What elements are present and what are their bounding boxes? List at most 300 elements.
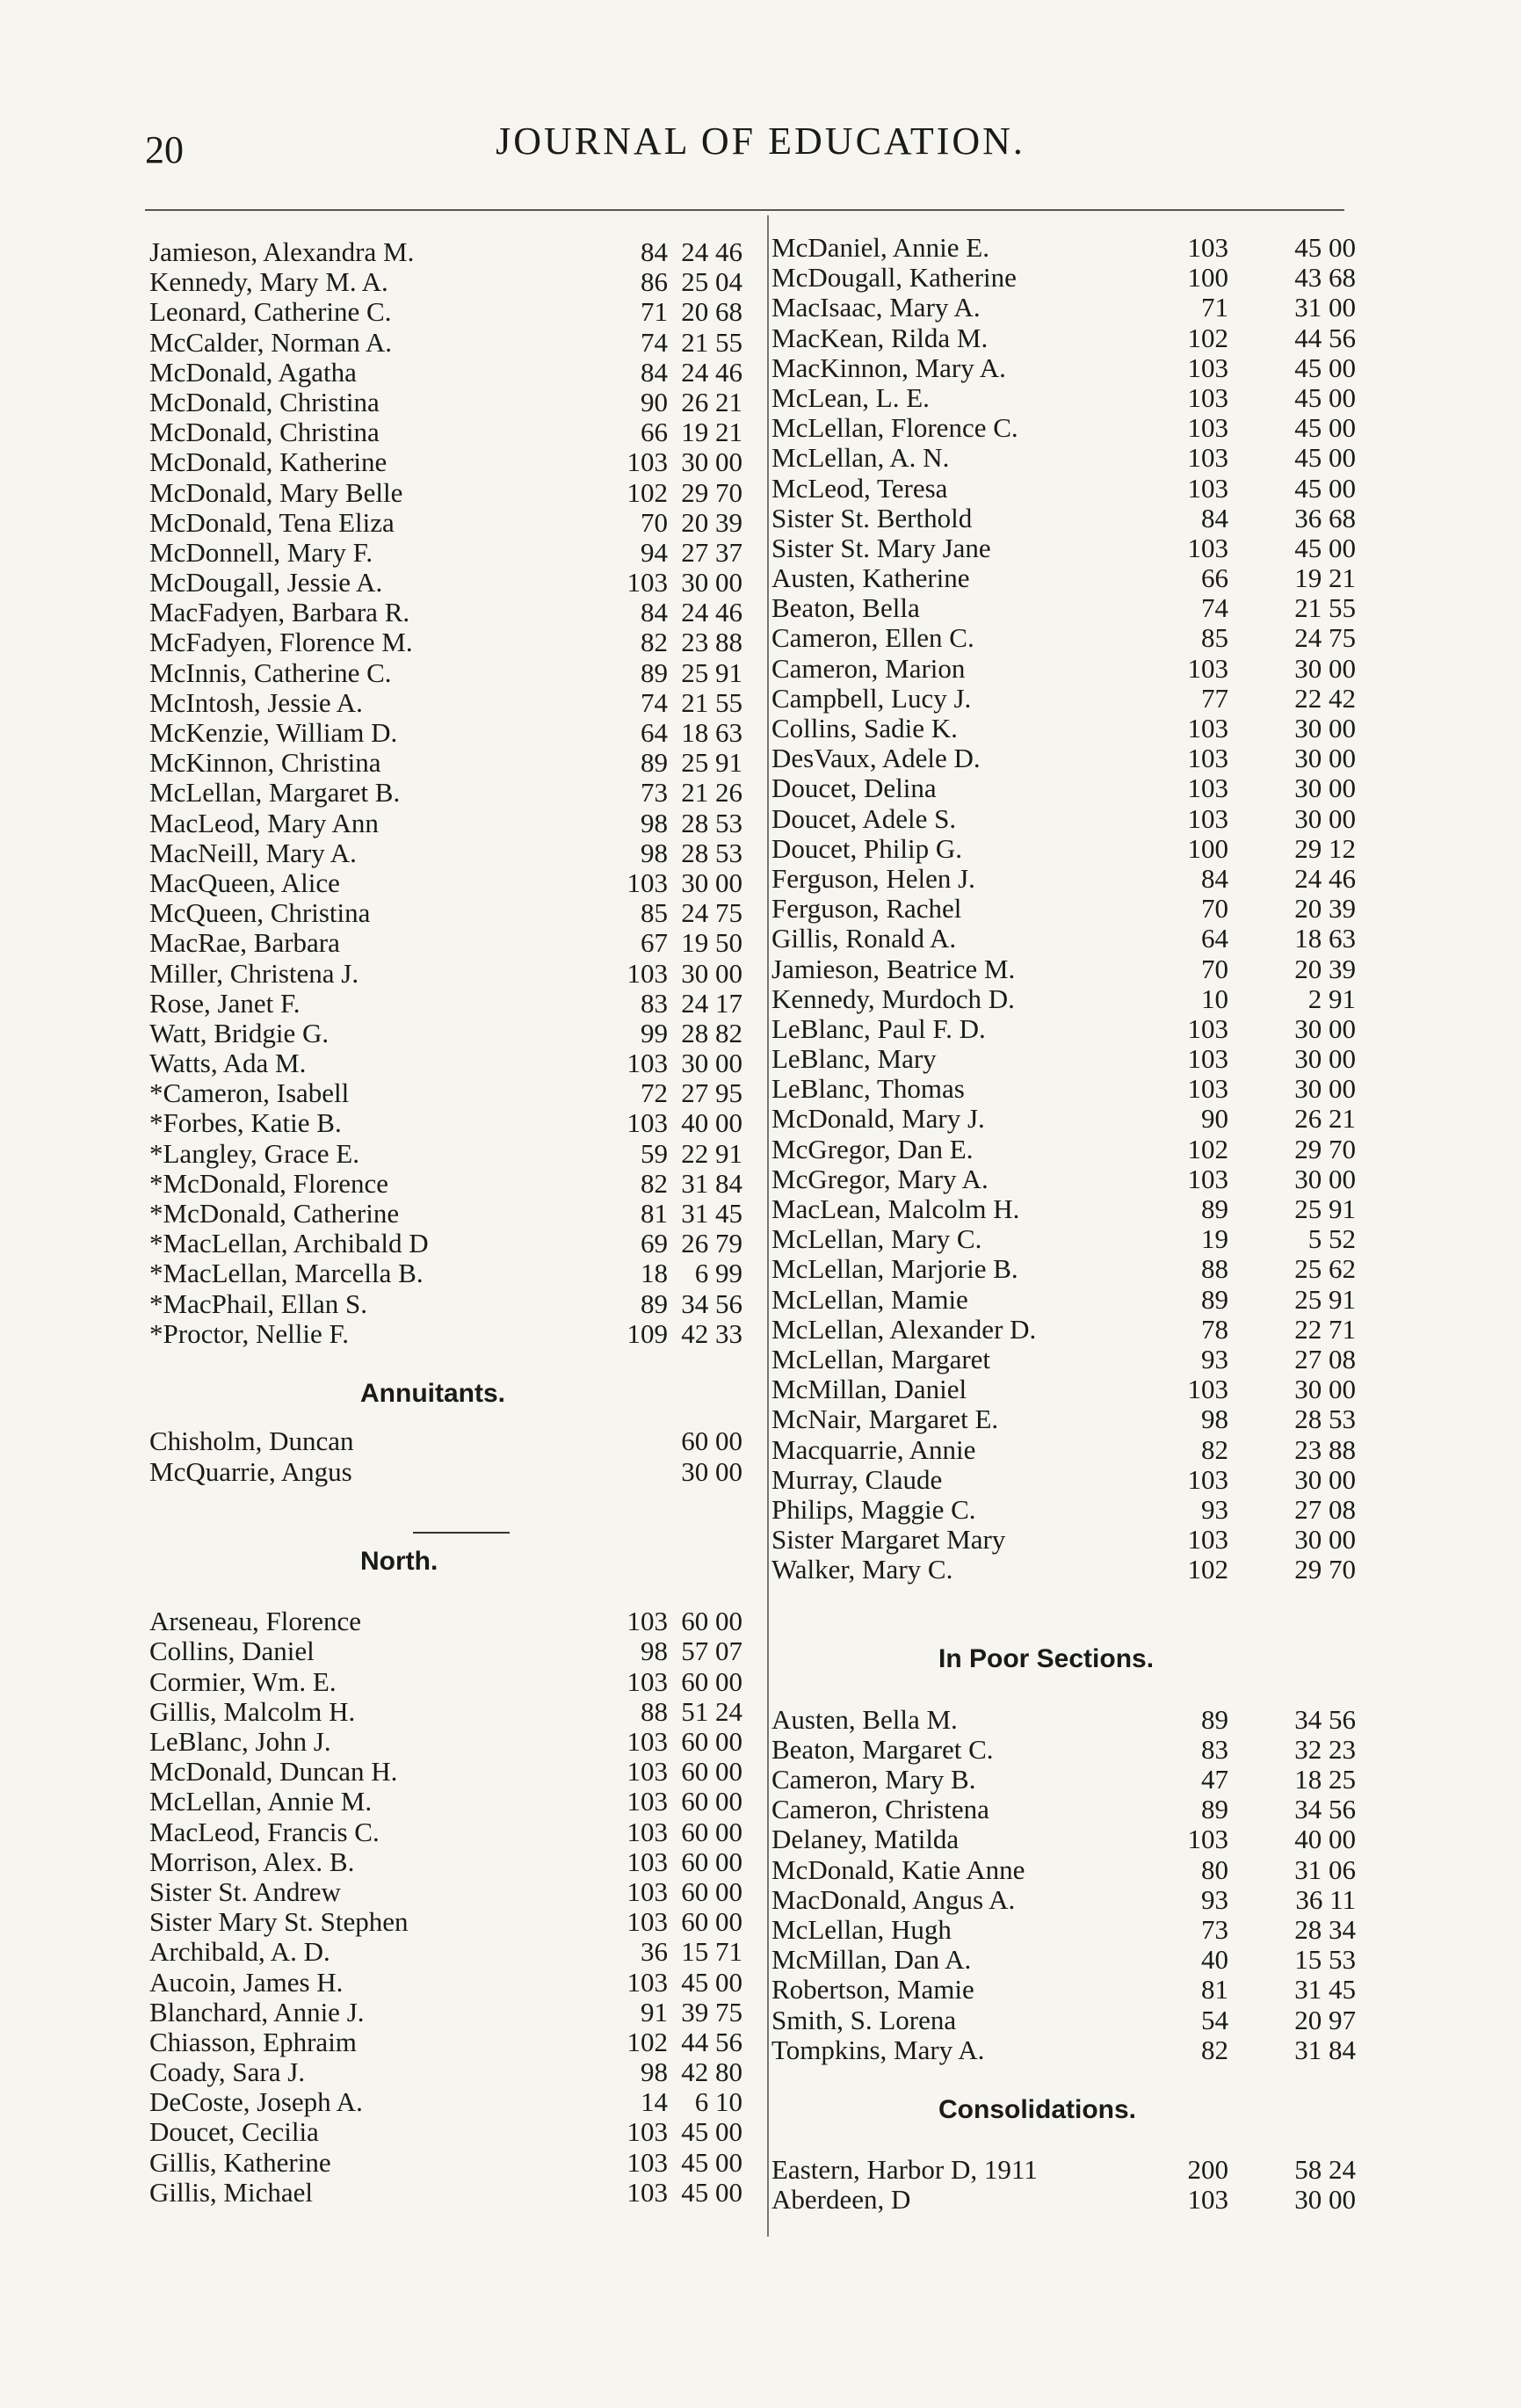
months-taught: 98 xyxy=(1201,1403,1228,1435)
grant-amount: 42 80 xyxy=(681,2056,742,2088)
teacher-name: Watts, Ada M. xyxy=(149,1048,307,1079)
grant-amount: 30 00 xyxy=(681,957,742,989)
grant-amount: 19 50 xyxy=(681,927,742,959)
months-taught: 70 xyxy=(1201,953,1228,984)
teacher-name: Gillis, Ronald A. xyxy=(771,923,957,954)
grant-amount: 30 00 xyxy=(1294,652,1356,684)
months-taught: 103 xyxy=(627,1786,668,1817)
months-taught: 86 xyxy=(641,266,668,298)
grant-amount: 45 00 xyxy=(1294,442,1356,474)
grant-amount: 30 00 xyxy=(1294,1374,1356,1405)
list-item xyxy=(149,2057,747,2087)
teacher-name: McDonald, Mary Belle xyxy=(149,476,403,508)
grant-amount: 23 88 xyxy=(681,627,742,658)
months-taught: 77 xyxy=(1201,682,1228,714)
grant-amount: 29 70 xyxy=(1294,1133,1356,1164)
teacher-name: Jamieson, Alexandra M. xyxy=(149,236,415,267)
list-item xyxy=(771,1285,1369,1315)
list-item xyxy=(149,1817,747,1847)
months-taught: 94 xyxy=(641,536,668,568)
months-taught: 83 xyxy=(641,987,668,1019)
grant-amount: 58 24 xyxy=(1294,2154,1356,2186)
section-rule xyxy=(149,1517,747,1547)
months-taught: 103 xyxy=(627,2116,668,2148)
months-taught: 83 xyxy=(1201,1733,1228,1765)
grant-amount: 27 37 xyxy=(681,536,742,568)
list-item xyxy=(149,688,747,718)
list-item xyxy=(771,1194,1369,1224)
months-taught: 103 xyxy=(1187,1043,1228,1075)
list-item xyxy=(149,1968,747,1998)
teacher-name: Walker, Mary C. xyxy=(771,1554,953,1585)
annuitants-list xyxy=(149,1426,747,1486)
grant-amount: 34 56 xyxy=(681,1287,742,1319)
list-item xyxy=(771,954,1369,984)
months-taught: 82 xyxy=(641,627,668,658)
months-taught: 71 xyxy=(1201,292,1228,323)
teacher-name: Miller, Christena J. xyxy=(149,957,359,989)
teacher-name: McFadyen, Florence M. xyxy=(149,627,413,658)
teacher-name: MacKinnon, Mary A. xyxy=(771,352,1006,383)
grant-amount: 34 56 xyxy=(1294,1794,1356,1825)
teacher-name: *Langley, Grace E. xyxy=(149,1137,359,1169)
teacher-name: McQueen, Christina xyxy=(149,897,371,929)
list-item xyxy=(149,1877,747,1907)
months-taught: 69 xyxy=(641,1228,668,1259)
teacher-name: Ferguson, Rachel xyxy=(771,893,962,925)
list-item xyxy=(149,1907,747,1937)
list-item xyxy=(771,1824,1369,1854)
months-taught: 103 xyxy=(1187,743,1228,774)
grant-amount: 20 39 xyxy=(1294,893,1356,925)
list-item xyxy=(771,1044,1369,1074)
list-item xyxy=(771,474,1369,504)
list-item xyxy=(149,1667,747,1697)
teacher-name: MacRae, Barbara xyxy=(149,927,340,959)
grant-amount: 18 25 xyxy=(1294,1764,1356,1795)
list-item xyxy=(149,2148,747,2178)
grant-amount: 20 39 xyxy=(1294,953,1356,984)
months-taught: 80 xyxy=(1201,1853,1228,1885)
grant-amount: 30 00 xyxy=(681,1455,742,1487)
teacher-name: *Forbes, Katie B. xyxy=(149,1107,342,1139)
grant-amount: 28 53 xyxy=(681,837,742,868)
list-item xyxy=(771,293,1369,323)
list-item xyxy=(149,1998,747,2027)
list-item xyxy=(771,233,1369,263)
grant-amount: 30 00 xyxy=(1294,1073,1356,1105)
teacher-name: McNair, Margaret E. xyxy=(771,1403,999,1435)
grant-amount: 30 00 xyxy=(1294,1524,1356,1556)
teacher-name: Watt, Bridgie G. xyxy=(149,1017,330,1048)
months-taught: 88 xyxy=(641,1695,668,1727)
north-heading: North. xyxy=(360,1547,438,1577)
teacher-name: MacQueen, Alice xyxy=(149,867,340,898)
list-item xyxy=(149,237,747,267)
list-item xyxy=(149,718,747,748)
teacher-name: Coady, Sara J. xyxy=(149,2056,306,2088)
months-taught: 109 xyxy=(627,1317,668,1349)
teacher-name: MacFadyen, Barbara R. xyxy=(149,597,410,628)
list-item xyxy=(771,353,1369,383)
list-item xyxy=(149,358,747,388)
list-item xyxy=(771,804,1369,834)
teacher-name: McDonald, Christina xyxy=(149,386,380,417)
months-taught: 103 xyxy=(627,1875,668,1907)
teacher-name: Kennedy, Mary M. A. xyxy=(149,266,388,298)
teacher-name: McDonald, Mary J. xyxy=(771,1103,985,1135)
list-item xyxy=(149,1078,747,1108)
months-taught: 74 xyxy=(641,686,668,718)
list-item xyxy=(771,1705,1369,1735)
teacher-name: *MacLellan, Marcella B. xyxy=(149,1258,424,1289)
teacher-name: Kennedy, Murdoch D. xyxy=(771,983,1015,1014)
months-taught: 103 xyxy=(1187,772,1228,804)
grant-amount: 18 63 xyxy=(1294,923,1356,954)
months-taught: 67 xyxy=(641,927,668,959)
months-taught: 103 xyxy=(627,2176,668,2208)
grant-amount: 25 04 xyxy=(681,266,742,298)
grant-amount: 60 00 xyxy=(681,1875,742,1907)
teacher-name: Macquarrie, Annie xyxy=(771,1433,976,1465)
months-taught: 103 xyxy=(627,567,668,598)
teacher-name: McInnis, Catherine C. xyxy=(149,656,392,688)
list-item xyxy=(771,1254,1369,1284)
grant-amount: 23 88 xyxy=(1294,1433,1356,1465)
months-taught: 103 xyxy=(627,1846,668,1877)
grant-amount: 24 46 xyxy=(681,597,742,628)
months-taught: 74 xyxy=(1201,592,1228,624)
teacher-name: MacLean, Malcolm H. xyxy=(771,1193,1020,1224)
teacher-name: Doucet, Delina xyxy=(771,772,937,804)
teacher-name: MacKean, Rilda M. xyxy=(771,322,989,353)
teacher-name: McDougall, Katherine xyxy=(771,262,1017,294)
grant-amount: 24 46 xyxy=(1294,862,1356,894)
grant-amount: 24 75 xyxy=(1294,622,1356,654)
teacher-name: McKinnon, Christina xyxy=(149,747,381,779)
months-taught: 103 xyxy=(1187,472,1228,504)
teacher-name: McLellan, Annie M. xyxy=(149,1786,373,1817)
list-item xyxy=(771,1374,1369,1404)
months-taught: 10 xyxy=(1201,983,1228,1014)
months-taught: 100 xyxy=(1187,832,1228,864)
teacher-name: Archibald, A. D. xyxy=(149,1936,330,1968)
teacher-name: Delaney, Matilda xyxy=(771,1824,960,1855)
list-item xyxy=(149,1289,747,1319)
list-item xyxy=(149,568,747,598)
months-taught: 102 xyxy=(1187,1133,1228,1164)
list-item xyxy=(771,1945,1369,1975)
teacher-name: Sister St. Mary Jane xyxy=(771,532,991,563)
months-taught: 82 xyxy=(641,1167,668,1199)
teacher-name: LeBlanc, Thomas xyxy=(771,1073,965,1105)
list-item xyxy=(149,1457,747,1487)
list-item xyxy=(149,1319,747,1349)
teacher-name: McDonald, Tena Eliza xyxy=(149,506,395,538)
teacher-name: *MacLellan, Archibald D xyxy=(149,1228,429,1259)
list-item xyxy=(149,1697,747,1727)
list-item xyxy=(771,773,1369,803)
months-taught: 200 xyxy=(1187,2154,1228,2186)
months-taught: 102 xyxy=(627,476,668,508)
months-taught: 70 xyxy=(641,506,668,538)
list-item xyxy=(149,2178,747,2208)
months-taught: 73 xyxy=(641,777,668,809)
teacher-name: Sister St. Andrew xyxy=(149,1875,341,1907)
teacher-name: Chiasson, Ephraim xyxy=(149,2026,357,2057)
grant-amount: 60 00 xyxy=(681,1726,742,1757)
months-taught: 73 xyxy=(1201,1913,1228,1945)
grant-amount: 29 12 xyxy=(1294,832,1356,864)
months-taught: 81 xyxy=(641,1198,668,1229)
grant-amount: 26 21 xyxy=(1294,1103,1356,1135)
list-item xyxy=(149,478,747,508)
consolidations-list xyxy=(771,2155,1369,2215)
teacher-name: MacDonald, Angus A. xyxy=(771,1883,1016,1915)
months-taught: 88 xyxy=(1201,1253,1228,1285)
grant-amount: 20 39 xyxy=(681,506,742,538)
teacher-name: McMillan, Daniel xyxy=(771,1374,967,1405)
list-item xyxy=(149,328,747,358)
teacher-name: McGregor, Mary A. xyxy=(771,1163,989,1194)
teacher-name: Collins, Daniel xyxy=(149,1636,315,1667)
teacher-name: Cameron, Christena xyxy=(771,1794,989,1825)
months-taught: 89 xyxy=(1201,1703,1228,1735)
months-taught: 98 xyxy=(641,1636,668,1667)
left-column xyxy=(149,237,747,2208)
months-taught: 103 xyxy=(1187,1073,1228,1105)
months-taught: 64 xyxy=(641,717,668,748)
grant-amount: 31 84 xyxy=(1294,2034,1356,2065)
list-item xyxy=(149,538,747,568)
grant-amount: 45 00 xyxy=(681,2146,742,2178)
teacher-name: Cormier, Wm. E. xyxy=(149,1665,337,1697)
teacher-name: MacLeod, Mary Ann xyxy=(149,807,379,838)
grant-amount: 45 00 xyxy=(1294,232,1356,263)
months-taught: 19 xyxy=(1201,1223,1228,1255)
months-taught: 102 xyxy=(1187,322,1228,353)
grant-amount: 30 00 xyxy=(681,567,742,598)
grant-amount: 29 70 xyxy=(1294,1554,1356,1585)
list-item xyxy=(771,1855,1369,1885)
teacher-name: Doucet, Cecilia xyxy=(149,2116,319,2148)
teacher-name: Leonard, Catherine C. xyxy=(149,296,392,328)
months-taught: 84 xyxy=(641,356,668,388)
teacher-name: McCalder, Norman A. xyxy=(149,326,392,358)
months-taught: 103 xyxy=(1187,802,1228,834)
list-item xyxy=(771,443,1369,473)
months-taught: 89 xyxy=(1201,1794,1228,1825)
grant-amount: 21 26 xyxy=(681,777,742,809)
list-item xyxy=(149,388,747,417)
grant-amount: 40 00 xyxy=(1294,1824,1356,1855)
teacher-name: McLellan, A. N. xyxy=(771,442,950,474)
months-taught: 93 xyxy=(1201,1493,1228,1525)
teacher-name: Robertson, Mamie xyxy=(771,1974,974,2005)
grant-amount: 27 95 xyxy=(681,1077,742,1109)
grant-amount: 6 10 xyxy=(694,2086,742,2118)
list-item xyxy=(149,1199,747,1229)
list-item xyxy=(149,778,747,808)
list-item xyxy=(149,1607,747,1636)
list-item xyxy=(149,1229,747,1258)
list-item xyxy=(149,1757,747,1787)
months-taught: 36 xyxy=(641,1936,668,1968)
list-item xyxy=(771,924,1369,954)
months-taught: 78 xyxy=(1201,1313,1228,1345)
teacher-name: McDaniel, Annie E. xyxy=(771,232,989,263)
list-item xyxy=(771,593,1369,623)
months-taught: 103 xyxy=(627,1606,668,1637)
months-taught: 14 xyxy=(641,2086,668,2118)
months-taught: 54 xyxy=(1201,2004,1228,2035)
teacher-name: McLellan, Margaret B. xyxy=(149,777,401,809)
months-taught: 103 xyxy=(1187,652,1228,684)
months-taught: 71 xyxy=(641,296,668,328)
months-taught: 98 xyxy=(641,837,668,868)
grant-amount: 30 00 xyxy=(681,1048,742,1079)
grant-amount: 29 70 xyxy=(681,476,742,508)
months-taught: 103 xyxy=(627,867,668,898)
months-taught: 103 xyxy=(1187,1163,1228,1194)
grant-amount: 45 00 xyxy=(1294,352,1356,383)
list-item xyxy=(149,2117,747,2147)
list-item xyxy=(771,1345,1369,1374)
grant-amount: 45 00 xyxy=(681,2176,742,2208)
teacher-name: *Cameron, Isabell xyxy=(149,1077,350,1109)
teacher-name: Gillis, Malcolm H. xyxy=(149,1695,356,1727)
months-taught: 93 xyxy=(1201,1343,1228,1374)
teacher-name: Collins, Sadie K. xyxy=(771,713,958,743)
grant-amount: 39 75 xyxy=(681,1996,742,2027)
grant-amount: 30 00 xyxy=(1294,1163,1356,1194)
annuitants-heading: Annuitants. xyxy=(360,1379,505,1409)
grant-amount: 21 55 xyxy=(1294,592,1356,624)
teacher-name: McKenzie, William D. xyxy=(149,717,398,748)
list-item xyxy=(771,1465,1369,1495)
grant-amount: 26 21 xyxy=(681,386,742,417)
teacher-name: McQuarrie, Angus xyxy=(149,1455,352,1487)
months-taught: 103 xyxy=(627,1107,668,1139)
teacher-name: McDonald, Duncan H. xyxy=(149,1756,398,1788)
teacher-name: McLellan, Florence C. xyxy=(771,412,1018,444)
months-taught: 59 xyxy=(641,1137,668,1169)
grant-amount: 2 91 xyxy=(1307,983,1356,1014)
list-item xyxy=(771,323,1369,353)
list-item xyxy=(149,898,747,928)
teacher-name: McDougall, Jessie A. xyxy=(149,567,383,598)
grant-amount: 30 00 xyxy=(1294,802,1356,834)
months-taught: 70 xyxy=(1201,893,1228,925)
list-item xyxy=(771,263,1369,293)
right-main-list xyxy=(771,233,1369,1585)
grant-amount: 19 21 xyxy=(1294,562,1356,594)
teacher-name: Tompkins, Mary A. xyxy=(771,2034,985,2065)
teacher-name: Beaton, Margaret C. xyxy=(771,1733,994,1765)
teacher-name: *McDonald, Catherine xyxy=(149,1198,400,1229)
months-taught: 47 xyxy=(1201,1764,1228,1795)
consolidations-heading: Consolidations. xyxy=(938,2095,1136,2125)
teacher-name: Doucet, Philip G. xyxy=(771,832,962,864)
months-taught: 103 xyxy=(627,1816,668,1847)
list-item xyxy=(149,1139,747,1169)
grant-amount: 20 68 xyxy=(681,296,742,328)
months-taught: 89 xyxy=(1201,1193,1228,1224)
teacher-name: Sister Mary St. Stephen xyxy=(149,1906,409,1938)
months-taught: 102 xyxy=(627,2026,668,2057)
grant-amount: 60 00 xyxy=(681,1665,742,1697)
list-item xyxy=(771,1404,1369,1434)
months-taught: 103 xyxy=(627,1966,668,1998)
months-taught: 84 xyxy=(641,236,668,267)
teacher-name: McMillan, Dan A. xyxy=(771,1944,972,1976)
grant-amount: 45 00 xyxy=(1294,412,1356,444)
list-item xyxy=(149,1847,747,1877)
months-taught: 103 xyxy=(627,1665,668,1697)
list-item xyxy=(771,894,1369,924)
months-taught: 103 xyxy=(627,2146,668,2178)
grant-amount: 19 21 xyxy=(681,417,742,448)
list-item xyxy=(771,2035,1369,2065)
list-item xyxy=(149,1426,747,1456)
poor-sections-list xyxy=(771,1705,1369,2065)
list-item xyxy=(771,1735,1369,1765)
months-taught: 103 xyxy=(1187,2184,1228,2216)
months-taught: 66 xyxy=(1201,562,1228,594)
list-item xyxy=(771,984,1369,1014)
teacher-name: McGregor, Dan E. xyxy=(771,1133,974,1164)
months-taught: 89 xyxy=(641,656,668,688)
teacher-name: Cameron, Mary B. xyxy=(771,1764,976,1795)
months-taught: 102 xyxy=(1187,1554,1228,1585)
teacher-name: LeBlanc, John J. xyxy=(149,1726,331,1757)
grant-amount: 27 08 xyxy=(1294,1343,1356,1374)
list-item xyxy=(771,383,1369,413)
months-taught: 81 xyxy=(1201,1974,1228,2005)
grant-amount: 36 68 xyxy=(1294,502,1356,533)
teacher-name: *MacPhail, Ellan S. xyxy=(149,1287,367,1319)
months-taught: 89 xyxy=(641,1287,668,1319)
grant-amount: 43 68 xyxy=(1294,262,1356,294)
grant-amount: 45 00 xyxy=(1294,472,1356,504)
list-item xyxy=(149,447,747,477)
list-item xyxy=(149,1787,747,1817)
months-taught: 103 xyxy=(1187,381,1228,413)
teacher-name: Jamieson, Beatrice M. xyxy=(771,953,1016,984)
months-taught: 93 xyxy=(1201,1883,1228,1915)
list-item xyxy=(149,809,747,838)
months-taught: 99 xyxy=(641,1017,668,1048)
grant-amount: 60 00 xyxy=(681,1786,742,1817)
teacher-name: Aucoin, James H. xyxy=(149,1966,344,1998)
months-taught: 18 xyxy=(641,1258,668,1289)
list-item xyxy=(771,1525,1369,1555)
list-item xyxy=(771,1495,1369,1525)
list-item xyxy=(149,297,747,327)
teacher-name: MacIsaac, Mary A. xyxy=(771,292,981,323)
list-item xyxy=(771,1315,1369,1345)
list-item xyxy=(771,1014,1369,1044)
teacher-name: Beaton, Bella xyxy=(771,592,920,624)
teacher-name: Ferguson, Helen J. xyxy=(771,862,975,894)
grant-amount: 22 71 xyxy=(1294,1313,1356,1345)
months-taught: 103 xyxy=(1187,1824,1228,1855)
months-taught: 82 xyxy=(1201,1433,1228,1465)
grant-amount: 51 24 xyxy=(681,1695,742,1727)
grant-amount: 26 79 xyxy=(681,1228,742,1259)
list-item xyxy=(771,1975,1369,2005)
grant-amount: 18 63 xyxy=(681,717,742,748)
